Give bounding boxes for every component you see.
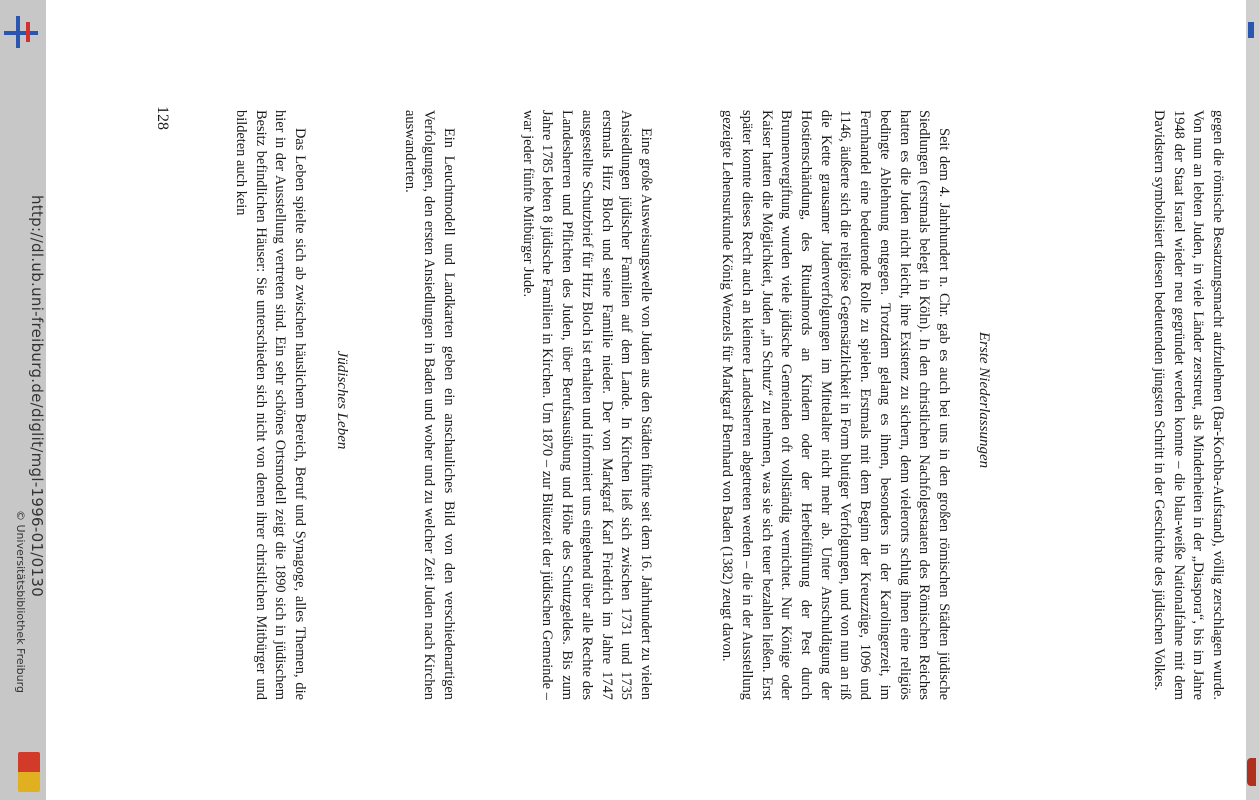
paragraph-3: Ein Leuchtmodell und Landkarten geben ein anschauliches Bild von den verschiedenartigen Verfolgungen, den ersten Ansiedlungen in Baden und woher und zu welcher Zeit Juden nach Kirchen auswanderten. [401,110,457,700]
paragraph-2: Eine große Ausweisungswelle von Juden aus den Städten führte seit dem 16. Jahrhundert zu vielen Ansiedlungen jüdischer Familien auf dem Lande. In Kirchen ließ sich zwischen 1731 und 1735 erstmals Hirz Bloch und seine Familie nieder. Der von Markgraf Karl Friedrich im Jahre 1747 ausgestellte Schutzbrief für Hirz Bloch ist erhalten und informiert uns eingehend über alle Rechte des Landesherren und Pflichten des Juden, über Berufsausübung und Höhe des Schutzgeldes. Bis zum Jahre 1785 lebten 8 jüdische Familien in Kirchen. Um 1870 – zur Blütezeit der jüdischen Gemeinde – war jeder fünfte Mitbürger Jude. [519,110,654,700]
page-number: 128 [154,106,171,130]
paragraph-intro: gegen die römische Besatzungsmacht aufzulehnen (Bar-Kochba-Aufstand), völlig zerschlagen wurde. Von nun an lebten Juden, in viele Länder zerstreut, als Minderheiten in der „Diaspora“, bis im Jahre 1948 der Staat Israel wieder neu gegründet werden konnte – die blau-weiße Nationalfahne mit dem Davidstern symbolisiert diesen bedeutenden jüngsten Schritt in der Geschichte des jüdischen Volkes. [1150,110,1226,700]
heading-first-settlements: Erste Niederlassungen [976,331,992,469]
paragraph-1: Seit dem 4. Jahrhundert n. Chr. gab es auch bei uns in den großen römischen Städten jüdische Siedlungen (erstmals belegt in Köln). In den christlichen Nachfolgestaaten des Römischen Reiches hatten es die Juden nicht leicht, ihre Existenz zu sichern, denn vielerorts schlug ihnen eine religiös bedingte Ablehnung entgegen. Trotzdem gelang es ihnen, besonders in der Karolingerzeit, im Fernhandel eine bedeutende Rolle zu spielen. Erstmals mit dem Beginn der Kreuzzüge, 1096 und 1146, äußerte sich die religiöse Gegensätzlichkeit in Form blutiger Verfolgungen, und von nun an riß die Kette grausamer Judenverfolgungen im Mittelalter nicht mehr ab. Unter Anschuldigung der Hostienschändung, des Ritualmords an Kindern oder der Herbeiführung der Pest durch Brunnenvergiftung wurden viele jüdische Gemeinden oft vollständig vernichtet. Nur Könige oder Kaiser hatten die Möglichkeit, Juden „in Schutz“ zu nehmen, was sie sich teuer bezahlen ließen. Erst später konnte dieses Recht auch an kleinere Landesherren abgetreten werden – die in der Ausstellung gezeigte Lehensurkunde König Wenzels für Markgraf Bernhard von Baden (1382) zeugt davon. [719,110,952,700]
copyright-notice: © Universitätsbibliothek Freiburg [14,510,27,693]
source-url[interactable]: http://dl.ub.uni-freiburg.de/diglit/mgl-1996-01/0130 [28,195,46,598]
paragraph-4: Das Leben spielte sich ab zwischen häuslichem Bereich, Beruf und Synagoge, alles Themen, die hier in der Ausstellung vertreten sind. Ein sehr schönes Ortsmodell zeigt die 1890 sich in jüdischem Besitz befindlichen Häuser: Sie unterschieden sich nicht von denen ihrer christlichen Mitbürger und bildeten auch kein [232,110,308,700]
heading-jewish-life: Jüdisches Leben [334,350,350,450]
